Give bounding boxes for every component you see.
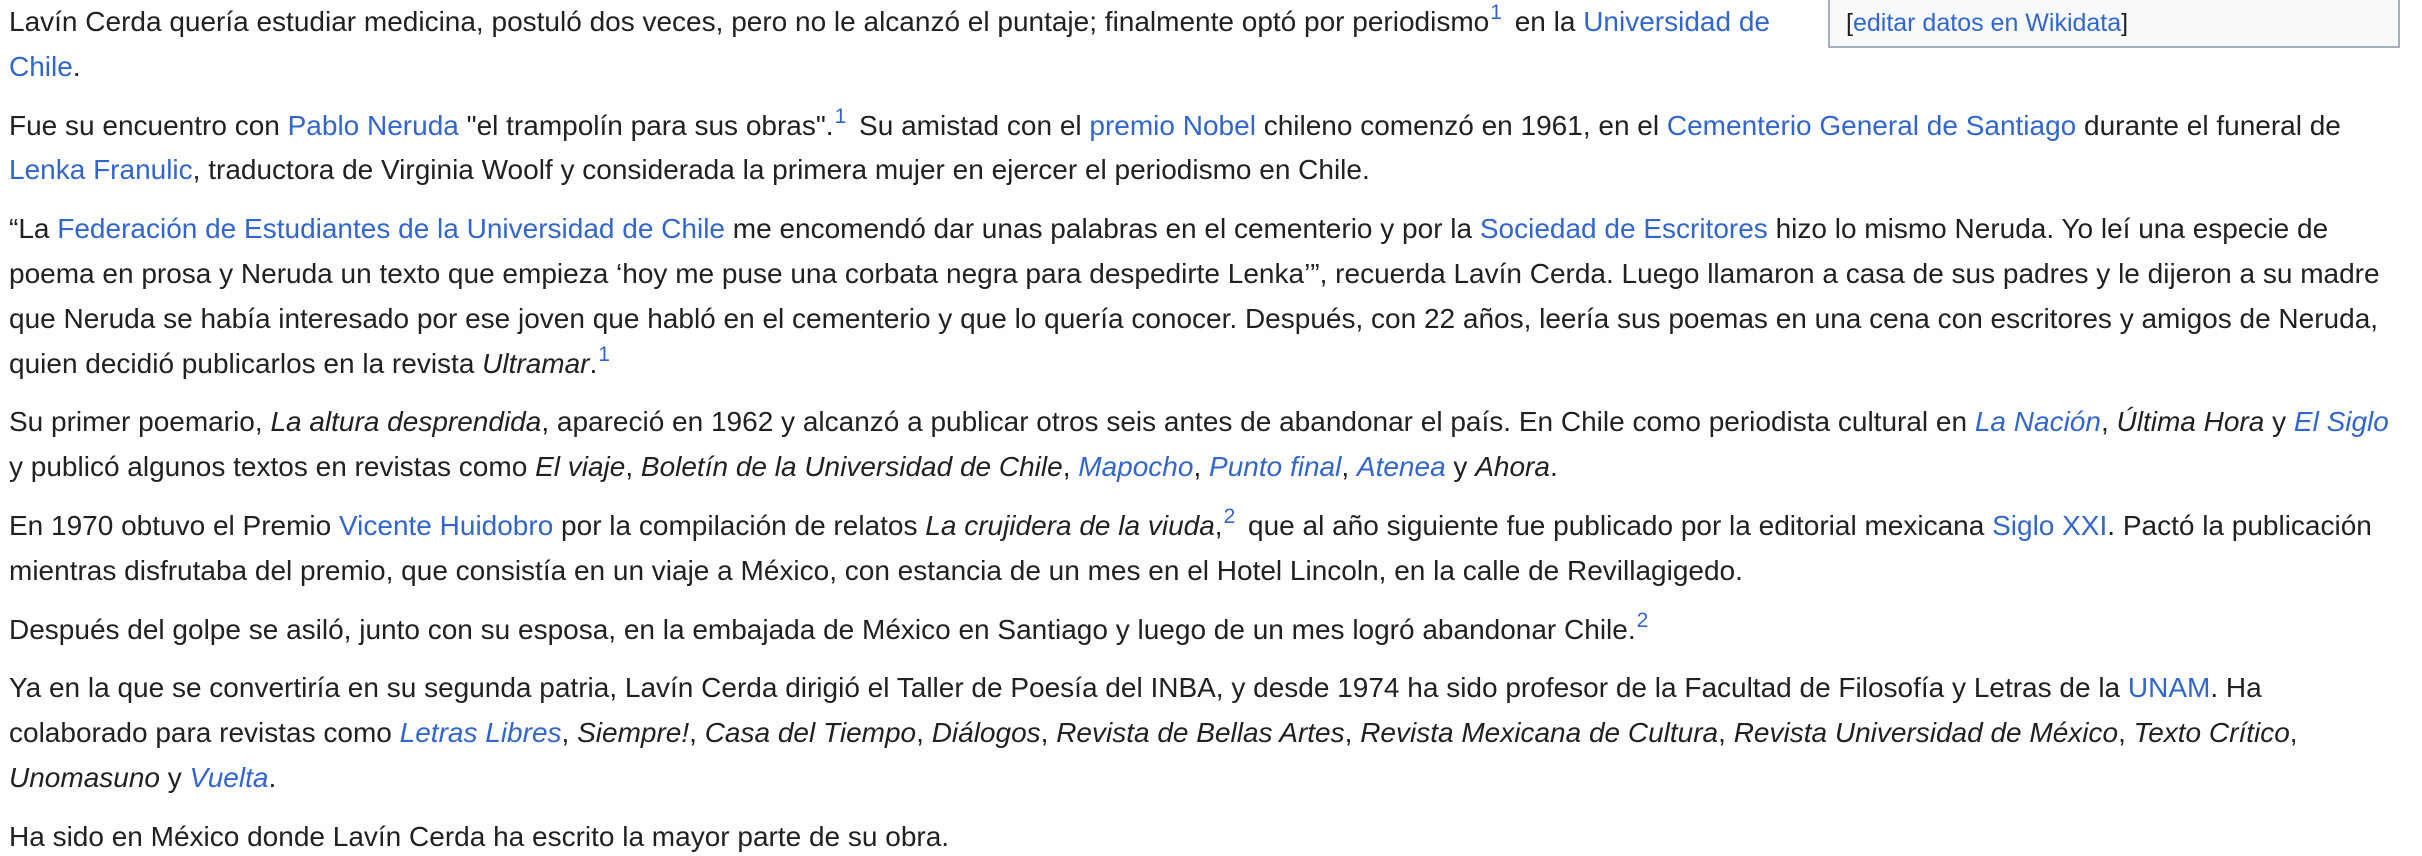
- paragraphs-container: [9, 0, 2400, 856]
- text-run: Su primer poemario,: [9, 406, 271, 438]
- italic-text: La altura desprendida: [270, 406, 542, 438]
- text-run: , traductora de Virginia Woolf y considerada la primera mujer en ejercer el periodismo en Chile.: [192, 154, 1370, 186]
- text-run: En 1970 obtuvo el Premio: [9, 509, 339, 541]
- text-run: ,: [561, 717, 578, 749]
- italic-text: Revista de Bellas Artes: [1056, 717, 1345, 749]
- text-run: ,: [625, 451, 641, 483]
- italic-text: Boletín de la Universidad de Chile: [640, 451, 1063, 483]
- text-run: . Pactó la publicación mientras disfrutaba del premio, que consistía en un viaje a México, con estancia de un mes en el Hotel Lincoln, en la calle de Revillagigedo.: [9, 509, 2372, 586]
- paragraph: [9, 666, 2400, 800]
- text-run: .: [268, 761, 277, 793]
- italic-text: Ultramar: [482, 347, 590, 379]
- italic-text: Unomasuno: [9, 761, 160, 793]
- text-run: "el trampolín para sus obras".: [458, 109, 834, 141]
- paragraph: [9, 815, 2400, 856]
- reference-link[interactable]: 2: [1636, 609, 1649, 633]
- text-run: y: [1445, 451, 1476, 483]
- text-run: hizo lo mismo Neruda. Yo leí una especie de poema en prosa y Neruda un texto que empieza ‘hoy me puse una corbata negra para despedirte Lenka’”, recuerda Lavín Cerda. Luego llamaron a casa de sus padres y le dijeron a su madre que Neruda se había interesado por ese joven que habló en el cementerio y que lo quería conocer. Después, con 22 años, leería sus poemas en una cena con escritores y amigos de Neruda, quien decidió publicarlos en la revista: [9, 213, 2380, 379]
- italic-text: Revista Mexicana de Cultura: [1360, 717, 1719, 749]
- text-run: ,: [1214, 509, 1223, 541]
- paragraph: [9, 104, 2400, 194]
- text-run: . Ha colaborado para revistas como: [9, 672, 2262, 749]
- text-run: ,: [1040, 717, 1057, 749]
- text-run: ,: [1344, 717, 1361, 749]
- reference-superscript: [1637, 609, 1649, 632]
- wiki-link[interactable]: Cementerio General de Santiago: [1666, 109, 2077, 141]
- text-run: Ya en la que se convertiría en su segunda patria, Lavín Cerda dirigió el Taller de Poesía del INBA, y desde 1974 ha sido profesor de la Facultad de Filosofía y Letras de la: [9, 672, 2128, 704]
- text-run: .: [589, 347, 598, 379]
- text-run: , apareció en 1962 y alcanzó a publicar otros seis antes de abandonar el país. En Chile como periodista cultural en: [541, 406, 1975, 438]
- reference-link[interactable]: 2: [1223, 505, 1236, 529]
- italic-text: Texto Crítico: [2133, 717, 2290, 749]
- edit-wikidata-link[interactable]: editar datos en Wikidata: [1852, 9, 2122, 37]
- text-run: chileno comenzó en 1961, en el: [1255, 109, 1667, 141]
- italic-text: Casa del Tiempo: [704, 717, 917, 749]
- paragraph: [9, 207, 2400, 386]
- infobox-bottom: [1828, 0, 2400, 48]
- text-run: ,: [2289, 717, 2298, 749]
- wiki-link[interactable]: UNAM: [2127, 672, 2211, 704]
- text-run: ,: [1718, 717, 1734, 749]
- text-run: Lavín Cerda quería estudiar medicina, postuló dos veces, pero no le alcanzó el puntaje; finalmente optó por periodismo: [9, 6, 1490, 37]
- text-run: Fue su encuentro con: [9, 109, 288, 141]
- text-run: Su amistad con el: [851, 109, 1090, 141]
- bracket-open: [: [1846, 9, 1853, 37]
- text-run: ,: [689, 717, 705, 749]
- text-run: y: [159, 761, 190, 793]
- wiki-link[interactable]: Pablo Neruda: [287, 109, 459, 141]
- wiki-link[interactable]: Lenka Franulic: [9, 154, 193, 186]
- wiki-link-italic[interactable]: Vuelta: [189, 761, 269, 793]
- text-run: y publicó algunos textos en revistas como: [9, 451, 536, 483]
- text-run: que al año siguiente fue publicado por la editorial mexicana: [1240, 509, 1993, 541]
- wiki-link[interactable]: Vicente Huidobro: [338, 509, 554, 541]
- text-run: Después del golpe se asiló, junto con su esposa, en la embajada de México en Santiago y luego de un mes logró abandonar Chile.: [9, 613, 1636, 645]
- text-run: ,: [1341, 451, 1357, 483]
- text-run: .: [1549, 451, 1558, 483]
- italic-text: El viaje: [535, 451, 626, 483]
- italic-text: Revista Universidad de México: [1733, 717, 2119, 749]
- italic-text: Ahora: [1475, 451, 1550, 483]
- reference-superscript: [1224, 505, 1236, 528]
- reference-superscript: [835, 105, 847, 128]
- wiki-link[interactable]: Sociedad de Escritores: [1479, 213, 1768, 245]
- reference-link[interactable]: 1: [1490, 1, 1502, 25]
- bracket-close: ]: [2121, 9, 2129, 37]
- paragraph: [9, 608, 2400, 653]
- italic-text: Diálogos: [931, 717, 1041, 749]
- italic-text: Última Hora: [2116, 406, 2265, 438]
- text-run: en la: [1506, 6, 1584, 37]
- wiki-link[interactable]: Federación de Estudiantes de la Universidad de Chile: [57, 213, 725, 245]
- wiki-link[interactable]: Universidad de Chile: [9, 6, 1770, 82]
- text-run: ,: [1193, 451, 1210, 483]
- wiki-link-italic[interactable]: El Siglo: [2293, 406, 2389, 438]
- text-run: por la compilación de relatos: [553, 509, 926, 541]
- text-run: y: [2264, 406, 2294, 438]
- text-run: ,: [916, 717, 932, 749]
- paragraph: [9, 504, 2400, 594]
- wiki-link[interactable]: Siglo XXI: [1992, 509, 2108, 541]
- wiki-link-italic[interactable]: La Nación: [1974, 406, 2101, 438]
- wiki-link[interactable]: premio Nobel: [1089, 109, 1256, 141]
- wiki-link-italic[interactable]: Mapocho: [1078, 451, 1194, 483]
- paragraph: [9, 400, 2400, 490]
- wiki-link-italic[interactable]: Atenea: [1356, 451, 1446, 483]
- reference-link[interactable]: 1: [834, 105, 847, 129]
- reference-superscript: [1490, 1, 1502, 24]
- wiki-link-italic[interactable]: Letras Libres: [399, 717, 562, 749]
- text-run: durante el funeral de: [2076, 109, 2341, 141]
- text-run: ,: [2100, 406, 2117, 438]
- text-run: ,: [1062, 451, 1079, 483]
- reference-link[interactable]: 1: [598, 343, 610, 367]
- reference-superscript: [598, 343, 610, 366]
- italic-text: Siempre!: [577, 717, 690, 749]
- text-run: Ha sido en México donde Lavín Cerda ha escrito la mayor parte de su obra.: [9, 820, 950, 852]
- text-run: “La: [9, 213, 58, 245]
- infobox-edit-row: [1846, 10, 2128, 37]
- wiki-link-italic[interactable]: Punto final: [1209, 451, 1342, 483]
- italic-text: La crujidera de la viuda: [925, 509, 1215, 541]
- text-run: me encomendó dar unas palabras en el cementerio y por la: [724, 213, 1480, 245]
- text-run: ,: [2118, 717, 2134, 749]
- text-run: .: [72, 50, 81, 82]
